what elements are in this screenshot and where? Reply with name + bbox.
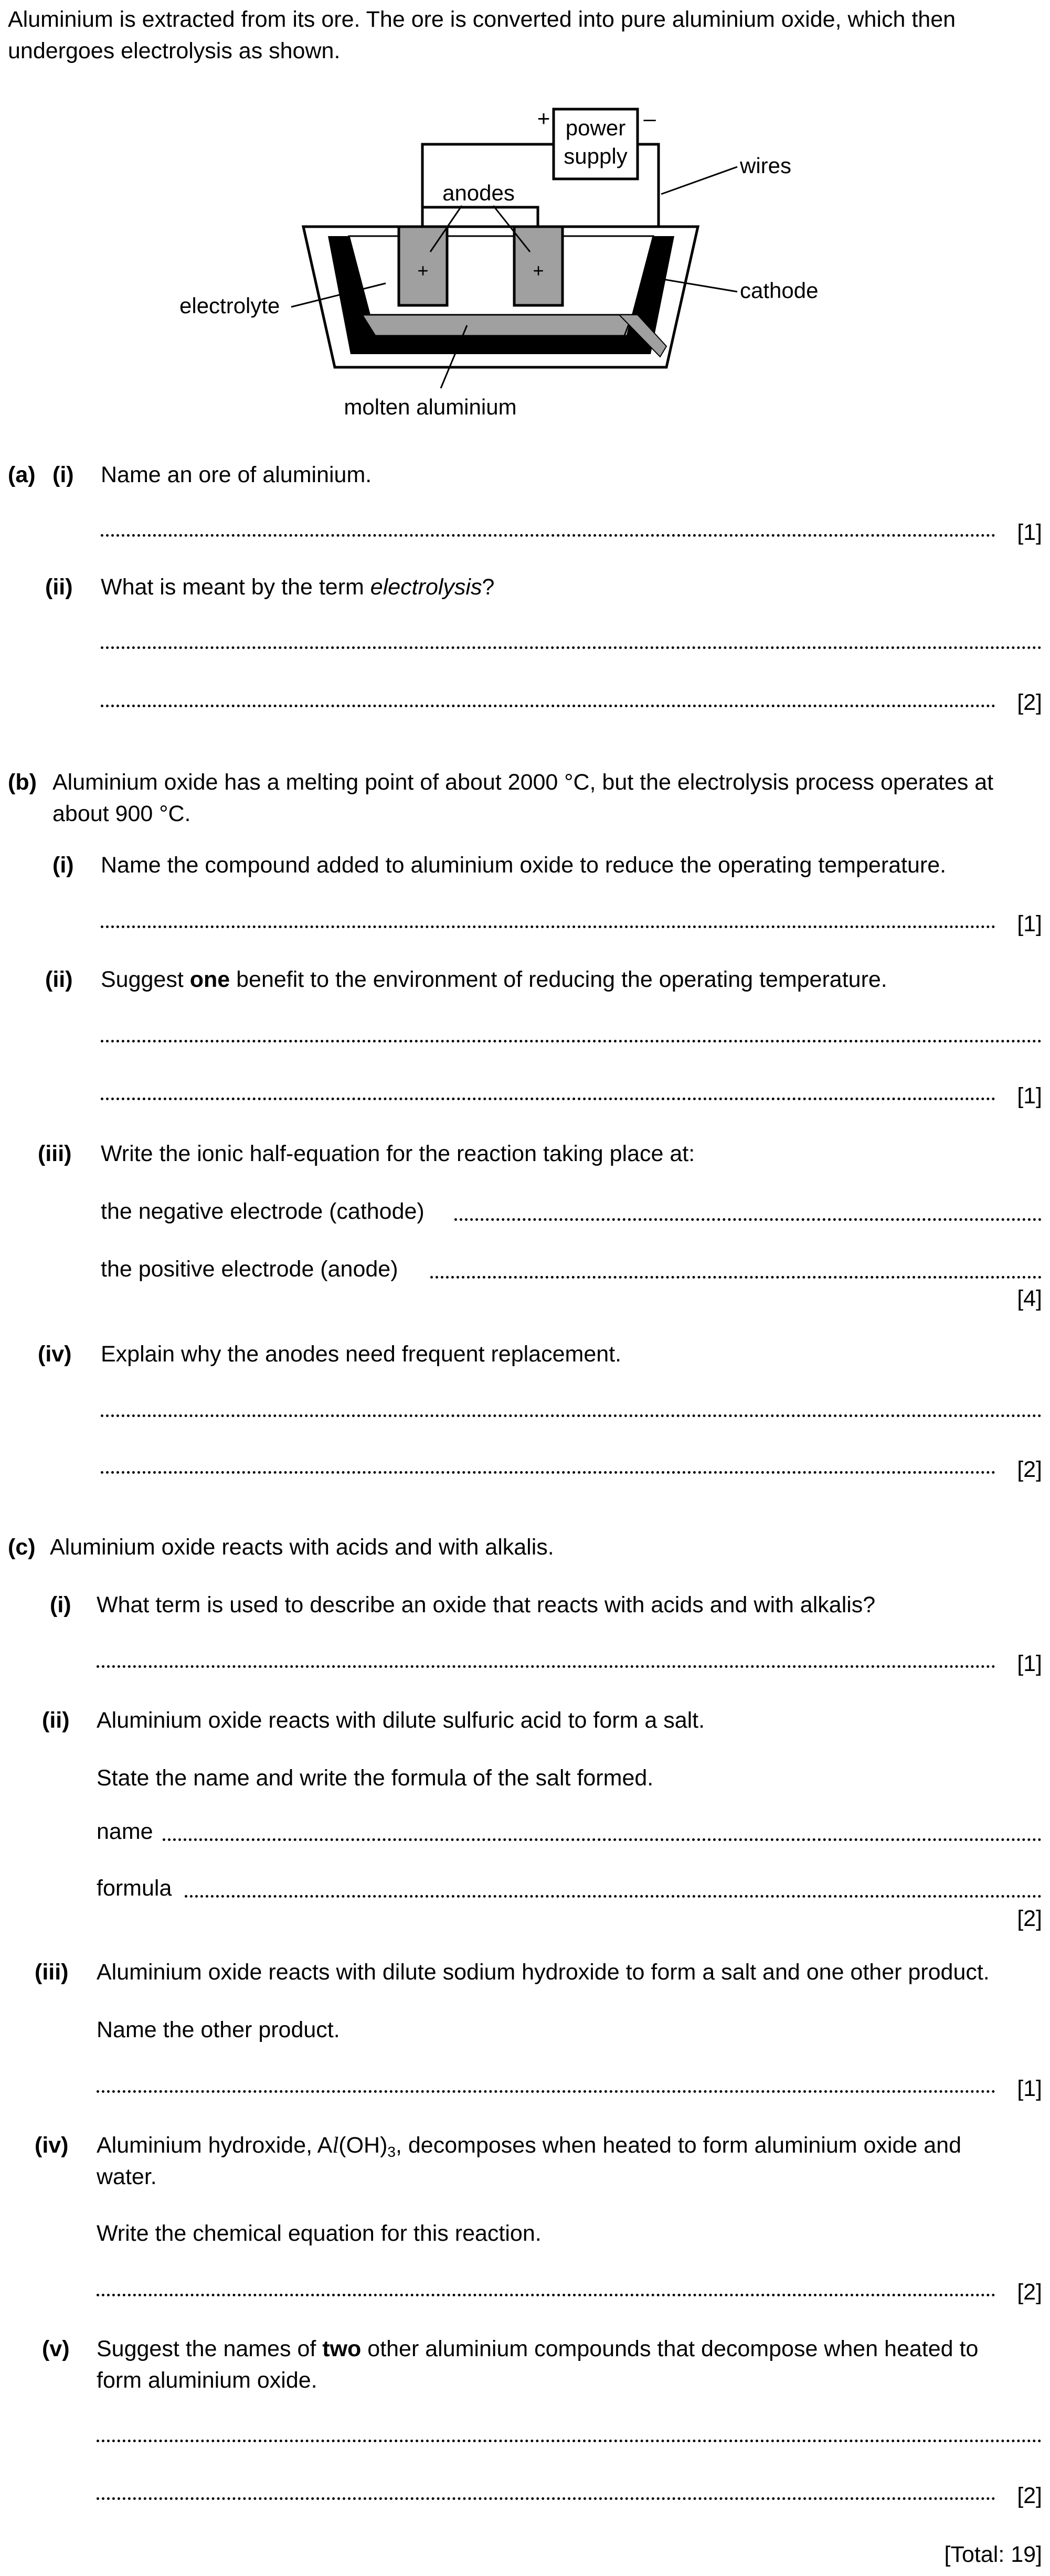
marks-c-iv: [2]	[1017, 2280, 1042, 2305]
part-a-label: (a)	[8, 462, 36, 487]
answer-line-c-v-2[interactable]	[97, 2497, 995, 2500]
marks-c-v: [2]	[1017, 2483, 1042, 2508]
answer-line-a-i[interactable]	[101, 534, 995, 537]
part-b-ii-num: (ii)	[45, 967, 73, 992]
anode-equation-label: the positive electrode (anode)	[101, 1257, 398, 1282]
part-b-iv-num: (iv)	[38, 1342, 72, 1367]
part-b-ii-question: Suggest one benefit to the environment of reducing the operating temperature.	[101, 967, 887, 992]
label-anodes: anodes	[442, 180, 515, 205]
part-b-stem-1: Aluminium oxide has a melting point of about 2000 °C, but the electrolysis process operates at	[52, 770, 994, 795]
part-c-label: (c)	[8, 1535, 36, 1560]
electrolysis-diagram	[0, 0, 1050, 451]
part-c-ii-num: (ii)	[42, 1708, 70, 1733]
intro-line-2: undergoes electrolysis as shown.	[8, 38, 341, 63]
part-b-iii-num: (iii)	[38, 1141, 72, 1166]
answer-line-a-ii-2[interactable]	[101, 705, 995, 707]
part-c-stem: Aluminium oxide reacts with acids and with alkalis.	[50, 1535, 554, 1560]
answer-line-b-ii-2[interactable]	[101, 1098, 995, 1100]
plus-terminal-sign: +	[537, 106, 550, 131]
answer-line-b-ii-1[interactable]	[101, 1040, 1042, 1042]
part-c-v-question-1: Suggest the names of two other aluminium compounds that decompose when heated to	[97, 2336, 979, 2361]
label-molten-aluminium: molten aluminium	[344, 395, 517, 419]
part-c-v-question-2: form aluminium oxide.	[97, 2368, 317, 2393]
label-wires: wires	[740, 153, 792, 178]
power-supply-text-2: supply	[564, 144, 628, 168]
answer-line-b-iii-anode[interactable]	[430, 1276, 1042, 1279]
part-c-i-question: What term is used to describe an oxide that reacts with acids and with alkalis?	[97, 1592, 876, 1617]
answer-line-a-ii-1[interactable]	[101, 646, 1042, 649]
salt-name-label: name	[97, 1819, 153, 1844]
power-supply-text-1: power	[565, 115, 626, 140]
part-c-iii-num: (iii)	[35, 1960, 69, 1985]
label-electrolyte: electrolyte	[179, 293, 280, 318]
answer-line-c-ii-formula[interactable]	[185, 1895, 1042, 1898]
part-b-iii-question: Write the ionic half-equation for the reaction taking place at:	[101, 1141, 695, 1166]
part-c-ii-instruction: State the name and write the formula of the salt formed.	[97, 1765, 654, 1791]
marks-b-iv: [2]	[1017, 1457, 1042, 1482]
marks-a-i: [1]	[1017, 520, 1042, 545]
minus-terminal-sign: –	[643, 106, 656, 131]
part-c-iii-instruction: Name the other product.	[97, 2017, 340, 2042]
marks-b-ii: [1]	[1017, 1083, 1042, 1109]
part-c-iv-num: (iv)	[35, 2133, 69, 2158]
part-c-iv-question-2: water.	[97, 2164, 157, 2189]
total-marks: [Total: 19]	[944, 2542, 1042, 2567]
part-c-iv-question-1: Aluminium hydroxide, $Al(OH)_3$, decomposes when heated to form aluminium oxide and	[97, 2133, 962, 2160]
part-a-i-question: Name an ore of aluminium.	[101, 462, 372, 487]
answer-line-b-i[interactable]	[101, 925, 995, 928]
answer-line-b-iv-2[interactable]	[101, 1471, 995, 1474]
wires-pointer	[661, 167, 737, 194]
answer-line-c-v-1[interactable]	[97, 2440, 1042, 2442]
anode-right-sign: +	[533, 260, 544, 281]
marks-a-ii: [2]	[1017, 690, 1042, 715]
answer-line-c-iii[interactable]	[97, 2090, 995, 2093]
answer-line-c-i[interactable]	[97, 1665, 995, 1668]
part-c-iii-question: Aluminium oxide reacts with dilute sodium hydroxide to form a salt and one other product.	[97, 1960, 990, 1985]
part-b-stem-2: about 900 °C.	[52, 801, 191, 826]
anode-wire-2	[422, 207, 538, 227]
part-b-i-question: Name the compound added to aluminium oxide to reduce the operating temperature.	[101, 853, 947, 878]
part-b-iv-question: Explain why the anodes need frequent replacement.	[101, 1342, 622, 1367]
answer-line-b-iv-1[interactable]	[101, 1414, 1042, 1417]
answer-line-c-ii-name[interactable]	[163, 1838, 1042, 1841]
salt-formula-label: formula	[97, 1876, 172, 1901]
marks-c-i: [1]	[1017, 1651, 1042, 1676]
marks-b-i: [1]	[1017, 911, 1042, 936]
answer-line-c-iv[interactable]	[97, 2294, 995, 2296]
part-b-i-num: (i)	[52, 853, 74, 878]
marks-c-ii: [2]	[1017, 1906, 1042, 1931]
marks-c-iii: [1]	[1017, 2076, 1042, 2101]
part-a-ii-question: What is meant by the term electrolysis?	[101, 574, 495, 600]
part-c-i-num: (i)	[50, 1592, 71, 1617]
part-c-ii-question: Aluminium oxide reacts with dilute sulfuric acid to form a salt.	[97, 1708, 705, 1733]
part-c-iv-instruction: Write the chemical equation for this reaction.	[97, 2221, 542, 2246]
intro-line-1: Aluminium is extracted from its ore. The ore is converted into pure aluminium oxide, which then	[8, 7, 956, 32]
answer-line-b-iii-cathode[interactable]	[454, 1218, 1042, 1221]
marks-b-iii: [4]	[1017, 1286, 1042, 1311]
part-a-ii-num: (ii)	[45, 574, 73, 600]
molten-aluminium-layer	[362, 315, 632, 336]
anode-left-sign: +	[417, 260, 429, 281]
part-c-v-num: (v)	[42, 2336, 70, 2361]
label-cathode: cathode	[740, 278, 819, 303]
part-a-i-num: (i)	[52, 462, 74, 487]
part-b-label: (b)	[8, 770, 37, 795]
cathode-equation-label: the negative electrode (cathode)	[101, 1199, 425, 1224]
